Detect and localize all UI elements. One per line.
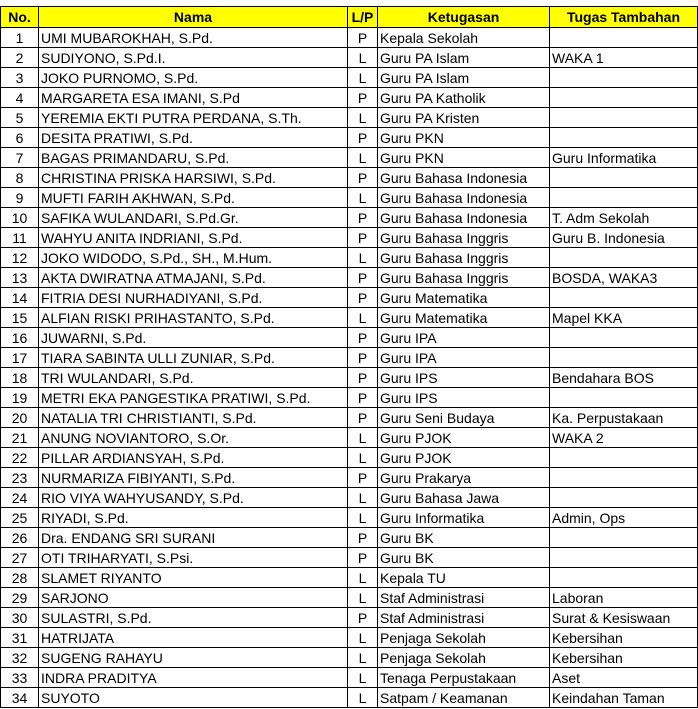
cell-lp: P — [348, 28, 378, 48]
cell-nama: DESITA PRATIWI, S.Pd. — [39, 128, 348, 148]
cell-ketugasan: Guru BK — [378, 528, 550, 548]
table-row — [1, 588, 698, 608]
cell-nama: ANUNG NOVIANTORO, S.Or. — [39, 428, 348, 448]
cell-nama: SUGENG RAHAYU — [39, 648, 348, 668]
cell-lp: P — [348, 328, 378, 348]
cell-no: 6 — [1, 128, 39, 148]
cell-lp: L — [348, 688, 378, 708]
cell-lp: L — [348, 148, 378, 168]
cell-no: 18 — [1, 368, 39, 388]
cell-ketugasan: Guru PJOK — [378, 428, 550, 448]
cell-nama: HATRIJATA — [39, 628, 348, 648]
cell-nama: JOKO PURNOMO, S.Pd. — [39, 68, 348, 88]
table-body — [1, 28, 698, 708]
cell-no: 21 — [1, 428, 39, 448]
cell-ketugasan: Penjaga Sekolah — [378, 648, 550, 668]
cell-nama: PILLAR ARDIANSYAH, S.Pd. — [39, 448, 348, 468]
staff-table — [0, 6, 698, 708]
header-lp: L/P — [348, 7, 378, 28]
cell-no: 3 — [1, 68, 39, 88]
cell-nama: MUFTI FARIH AKHWAN, S.Pd. — [39, 188, 348, 208]
header-row — [1, 7, 698, 28]
cell-nama: SARJONO — [39, 588, 348, 608]
cell-no: 4 — [1, 88, 39, 108]
table-row — [1, 528, 698, 548]
cell-no: 29 — [1, 588, 39, 608]
cell-ketugasan: Guru Bahasa Indonesia — [378, 188, 550, 208]
cell-nama: WAHYU ANITA INDRIANI, S.Pd. — [39, 228, 348, 248]
cell-nama: UMI MUBAROKHAH, S.Pd. — [39, 28, 348, 48]
cell-lp: P — [348, 528, 378, 548]
cell-ketugasan: Guru IPS — [378, 368, 550, 388]
cell-lp: P — [348, 608, 378, 628]
table-row — [1, 168, 698, 188]
table-row — [1, 348, 698, 368]
table-row — [1, 328, 698, 348]
cell-tugas-tambahan — [550, 288, 698, 308]
table-row — [1, 388, 698, 408]
cell-no: 28 — [1, 568, 39, 588]
cell-no: 33 — [1, 668, 39, 688]
cell-tugas-tambahan: Mapel KKA — [550, 308, 698, 328]
table-row — [1, 508, 698, 528]
cell-ketugasan: Guru Bahasa Jawa — [378, 488, 550, 508]
cell-lp: P — [348, 168, 378, 188]
cell-ketugasan: Staf Administrasi — [378, 608, 550, 628]
table-row — [1, 188, 698, 208]
cell-nama: FITRIA DESI NURHADIYANI, S.Pd. — [39, 288, 348, 308]
cell-ketugasan: Kepala TU — [378, 568, 550, 588]
cell-nama: BAGAS PRIMANDARU, S.Pd. — [39, 148, 348, 168]
cell-lp: L — [348, 588, 378, 608]
table-row — [1, 248, 698, 268]
cell-tugas-tambahan — [550, 248, 698, 268]
cell-no: 20 — [1, 408, 39, 428]
cell-lp: P — [348, 548, 378, 568]
cell-ketugasan: Staf Administrasi — [378, 588, 550, 608]
cell-lp: L — [348, 568, 378, 588]
cell-lp: P — [348, 228, 378, 248]
cell-no: 24 — [1, 488, 39, 508]
cell-no: 27 — [1, 548, 39, 568]
cell-lp: L — [348, 488, 378, 508]
cell-ketugasan: Guru Informatika — [378, 508, 550, 528]
cell-ketugasan: Kepala Sekolah — [378, 28, 550, 48]
table-row — [1, 688, 698, 708]
cell-ketugasan: Guru Matematika — [378, 308, 550, 328]
cell-ketugasan: Guru Bahasa Indonesia — [378, 168, 550, 188]
cell-tugas-tambahan: Kebersihan — [550, 628, 698, 648]
table-row — [1, 28, 698, 48]
cell-nama: SUYOTO — [39, 688, 348, 708]
cell-nama: SULASTRI, S.Pd. — [39, 608, 348, 628]
table-row — [1, 488, 698, 508]
cell-ketugasan: Guru PJOK — [378, 448, 550, 468]
cell-ketugasan: Penjaga Sekolah — [378, 628, 550, 648]
cell-lp: L — [348, 508, 378, 528]
cell-tugas-tambahan — [550, 528, 698, 548]
cell-ketugasan: Guru PA Islam — [378, 48, 550, 68]
cell-lp: P — [348, 388, 378, 408]
table-row — [1, 228, 698, 248]
cell-lp: L — [348, 668, 378, 688]
cell-tugas-tambahan — [550, 348, 698, 368]
cell-nama: YEREMIA EKTI PUTRA PERDANA, S.Th. — [39, 108, 348, 128]
cell-tugas-tambahan — [550, 448, 698, 468]
table-row — [1, 108, 698, 128]
cell-tugas-tambahan: Ka. Perpustakaan — [550, 408, 698, 428]
cell-lp: L — [348, 448, 378, 468]
table-row — [1, 68, 698, 88]
table-row — [1, 628, 698, 648]
cell-lp: P — [348, 128, 378, 148]
table-row — [1, 548, 698, 568]
table-row — [1, 668, 698, 688]
table-row — [1, 448, 698, 468]
cell-tugas-tambahan: Admin, Ops — [550, 508, 698, 528]
cell-nama: SAFIKA WULANDARI, S.Pd.Gr. — [39, 208, 348, 228]
cell-nama: INDRA PRADITYA — [39, 668, 348, 688]
cell-no: 16 — [1, 328, 39, 348]
cell-no: 14 — [1, 288, 39, 308]
cell-lp: L — [348, 628, 378, 648]
cell-tugas-tambahan — [550, 388, 698, 408]
cell-lp: P — [348, 268, 378, 288]
cell-no: 17 — [1, 348, 39, 368]
table-row — [1, 428, 698, 448]
cell-ketugasan: Guru IPS — [378, 388, 550, 408]
header-tugas-tambahan: Tugas Tambahan — [550, 7, 698, 28]
cell-ketugasan: Guru PKN — [378, 148, 550, 168]
cell-no: 22 — [1, 448, 39, 468]
table-row — [1, 408, 698, 428]
cell-no: 1 — [1, 28, 39, 48]
cell-ketugasan: Satpam / Keamanan — [378, 688, 550, 708]
cell-tugas-tambahan: WAKA 1 — [550, 48, 698, 68]
cell-no: 8 — [1, 168, 39, 188]
cell-ketugasan: Guru Bahasa Indonesia — [378, 208, 550, 228]
cell-ketugasan: Guru Seni Budaya — [378, 408, 550, 428]
cell-tugas-tambahan: Bendahara BOS — [550, 368, 698, 388]
cell-lp: L — [348, 308, 378, 328]
cell-no: 7 — [1, 148, 39, 168]
cell-tugas-tambahan: Aset — [550, 668, 698, 688]
cell-tugas-tambahan: Kebersihan — [550, 648, 698, 668]
cell-no: 13 — [1, 268, 39, 288]
cell-nama: ALFIAN RISKI PRIHASTANTO, S.Pd. — [39, 308, 348, 328]
table-row — [1, 568, 698, 588]
table-row — [1, 608, 698, 628]
cell-ketugasan: Guru IPA — [378, 328, 550, 348]
table-row — [1, 148, 698, 168]
cell-nama: JUWARNI, S.Pd. — [39, 328, 348, 348]
cell-lp: P — [348, 368, 378, 388]
cell-lp: L — [348, 108, 378, 128]
cell-no: 12 — [1, 248, 39, 268]
cell-tugas-tambahan — [550, 88, 698, 108]
cell-tugas-tambahan — [550, 328, 698, 348]
table-row — [1, 468, 698, 488]
cell-ketugasan: Guru Matematika — [378, 288, 550, 308]
cell-nama: NATALIA TRI CHRISTIANTI, S.Pd. — [39, 408, 348, 428]
cell-nama: NURMARIZA FIBIYANTI, S.Pd. — [39, 468, 348, 488]
cell-tugas-tambahan — [550, 168, 698, 188]
cell-ketugasan: Tenaga Perpustakaan — [378, 668, 550, 688]
cell-tugas-tambahan: T. Adm Sekolah — [550, 208, 698, 228]
cell-no: 2 — [1, 48, 39, 68]
cell-nama: METRI EKA PANGESTIKA PRATIWI, S.Pd. — [39, 388, 348, 408]
cell-ketugasan: Guru PA Kristen — [378, 108, 550, 128]
cell-ketugasan: Guru PA Katholik — [378, 88, 550, 108]
table-row — [1, 368, 698, 388]
cell-no: 32 — [1, 648, 39, 668]
cell-no: 30 — [1, 608, 39, 628]
cell-lp: P — [348, 88, 378, 108]
cell-lp: L — [348, 248, 378, 268]
cell-ketugasan: Guru PA Islam — [378, 68, 550, 88]
cell-tugas-tambahan — [550, 108, 698, 128]
table-row — [1, 48, 698, 68]
cell-ketugasan: Guru BK — [378, 548, 550, 568]
header-nama: Nama — [39, 7, 348, 28]
cell-nama: TIARA SABINTA ULLI ZUNIAR, S.Pd. — [39, 348, 348, 368]
cell-ketugasan: Guru Bahasa Inggris — [378, 248, 550, 268]
cell-no: 34 — [1, 688, 39, 708]
table-row — [1, 648, 698, 668]
cell-nama: RIO VIYA WAHYUSANDY, S.Pd. — [39, 488, 348, 508]
cell-tugas-tambahan — [550, 28, 698, 48]
cell-tugas-tambahan — [550, 548, 698, 568]
cell-tugas-tambahan — [550, 468, 698, 488]
cell-nama: RIYADI, S.Pd. — [39, 508, 348, 528]
cell-nama: TRI WULANDARI, S.Pd. — [39, 368, 348, 388]
cell-lp: L — [348, 648, 378, 668]
cell-lp: P — [348, 408, 378, 428]
cell-no: 10 — [1, 208, 39, 228]
cell-tugas-tambahan: Surat & Kesiswaan — [550, 608, 698, 628]
header-ketugasan: Ketugasan — [378, 7, 550, 28]
table-row — [1, 268, 698, 288]
cell-tugas-tambahan: WAKA 2 — [550, 428, 698, 448]
cell-ketugasan: Guru Prakarya — [378, 468, 550, 488]
cell-ketugasan: Guru PKN — [378, 128, 550, 148]
cell-no: 15 — [1, 308, 39, 328]
cell-tugas-tambahan — [550, 568, 698, 588]
cell-ketugasan: Guru IPA — [378, 348, 550, 368]
cell-nama: SUDIYONO, S.Pd.I. — [39, 48, 348, 68]
cell-nama: MARGARETA ESA IMANI, S.Pd — [39, 88, 348, 108]
cell-no: 31 — [1, 628, 39, 648]
cell-no: 23 — [1, 468, 39, 488]
cell-nama: JOKO WIDODO, S.Pd., SH., M.Hum. — [39, 248, 348, 268]
table-row — [1, 308, 698, 328]
cell-tugas-tambahan: Keindahan Taman — [550, 688, 698, 708]
table-row — [1, 288, 698, 308]
cell-nama: Dra. ENDANG SRI SURANI — [39, 528, 348, 548]
cell-lp: P — [348, 288, 378, 308]
cell-nama: OTI TRIHARYATI, S.Psi. — [39, 548, 348, 568]
cell-no: 19 — [1, 388, 39, 408]
cell-no: 25 — [1, 508, 39, 528]
cell-tugas-tambahan: Guru Informatika — [550, 148, 698, 168]
cell-lp: L — [348, 48, 378, 68]
cell-lp: L — [348, 188, 378, 208]
cell-lp: P — [348, 468, 378, 488]
cell-lp: L — [348, 68, 378, 88]
cell-tugas-tambahan: BOSDA, WAKA3 — [550, 268, 698, 288]
cell-no: 11 — [1, 228, 39, 248]
cell-lp: L — [348, 428, 378, 448]
table-row — [1, 128, 698, 148]
cell-lp: P — [348, 348, 378, 368]
cell-nama: SLAMET RIYANTO — [39, 568, 348, 588]
cell-tugas-tambahan — [550, 128, 698, 148]
table-row — [1, 208, 698, 228]
cell-no: 9 — [1, 188, 39, 208]
cell-lp: P — [348, 208, 378, 228]
cell-no: 26 — [1, 528, 39, 548]
cell-tugas-tambahan: Guru B. Indonesia — [550, 228, 698, 248]
cell-nama: CHRISTINA PRISKA HARSIWI, S.Pd. — [39, 168, 348, 188]
table-row — [1, 88, 698, 108]
cell-tugas-tambahan: Laboran — [550, 588, 698, 608]
header-no: No. — [1, 7, 39, 28]
cell-tugas-tambahan — [550, 488, 698, 508]
cell-tugas-tambahan — [550, 68, 698, 88]
cell-nama: AKTA DWIRATNA ATMAJANI, S.Pd. — [39, 268, 348, 288]
cell-ketugasan: Guru Bahasa Inggris — [378, 228, 550, 248]
cell-ketugasan: Guru Bahasa Inggris — [378, 268, 550, 288]
cell-tugas-tambahan — [550, 188, 698, 208]
cell-no: 5 — [1, 108, 39, 128]
table-header — [1, 7, 698, 28]
